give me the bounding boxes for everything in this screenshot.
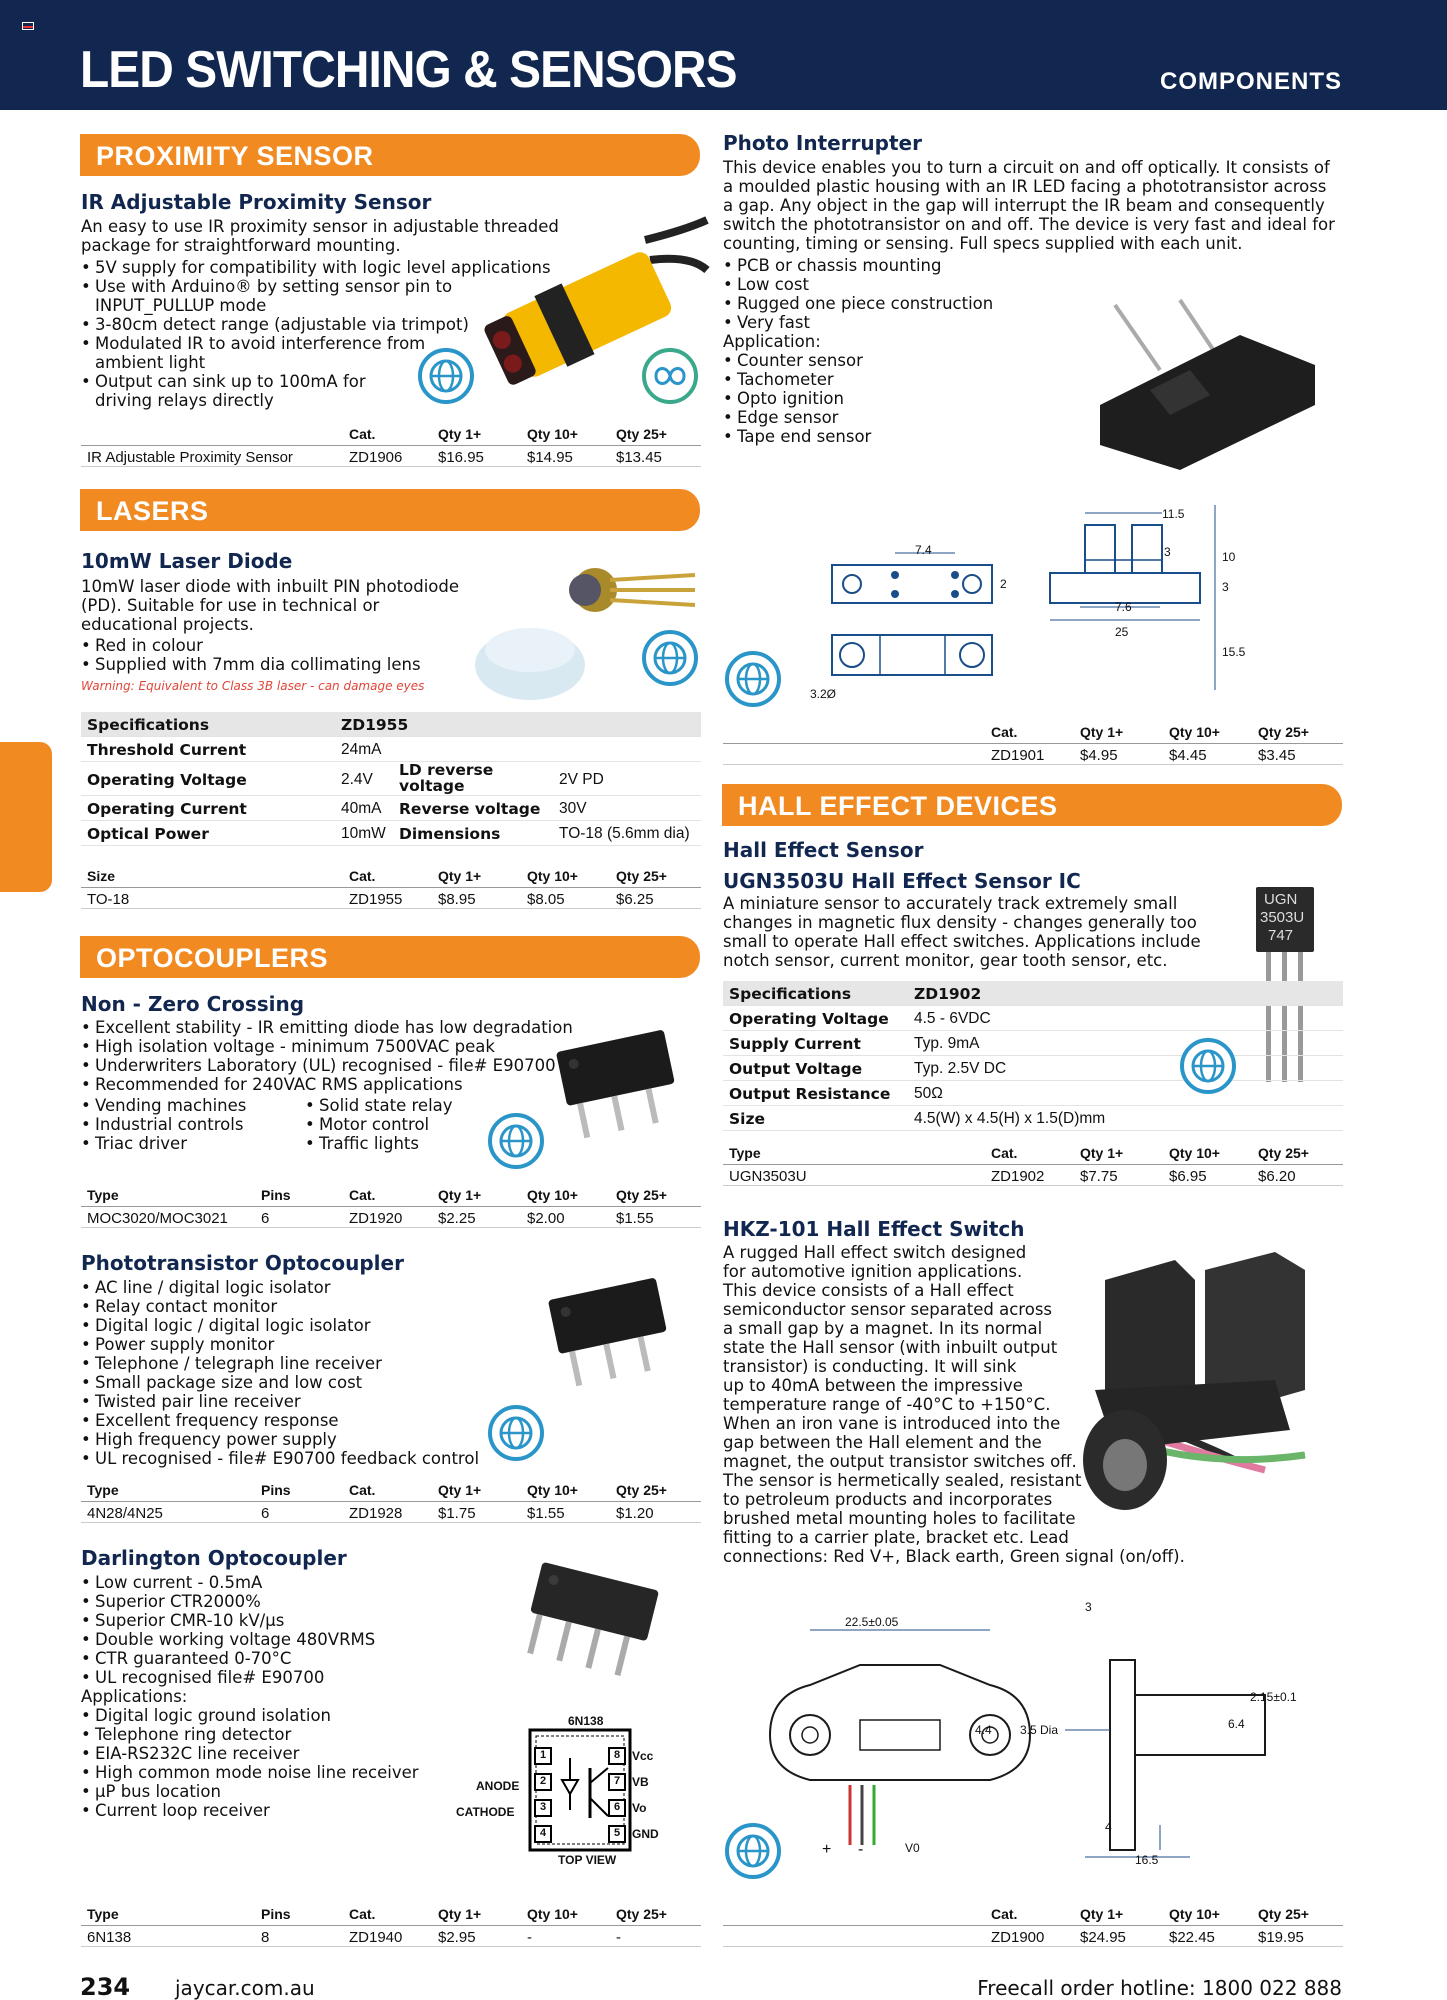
table-row: MOC3020/MOC3021 6 ZD1920 $2.25 $2.00 $1.55 xyxy=(81,1206,701,1228)
price-table: Size Cat. Qty 1+ Qty 10+ Qty 25+ TO-18 ZD1955 $8.95 $8.05 $6.25 xyxy=(81,865,701,909)
dimension-drawing: 22.5±0.05 4.4 3 3.5 Dia 2.15±0.1 6.4 4 16.5 + - V0 xyxy=(750,1595,1310,1870)
table-row: 6N138 8 ZD1940 $2.95 - - xyxy=(81,1925,701,1947)
table-row: IR Adjustable Proximity Sensor ZD1906 $16.95 $14.95 $13.45 xyxy=(81,445,701,467)
globe-icon[interactable] xyxy=(418,348,474,404)
price-table: Cat. Qty 1+ Qty 10+ Qty 25+ IR Adjustable Proximity Sensor ZD1906 $16.95 $14.95 $13.45 xyxy=(81,423,701,467)
page-number: 234 xyxy=(80,1973,131,2000)
flag-icon xyxy=(22,22,34,30)
product-title: IR Adjustable Proximity Sensor xyxy=(81,190,432,214)
product-description: A miniature sensor to accurately track extremely small changes in magnetic flux density - changes generally too small to operate Hall effect switches. Applications include notch sensor, current monitor, gear tooth sensor, etc. xyxy=(723,894,1201,970)
website-link[interactable]: jaycar.com.au xyxy=(175,1976,315,2000)
table-row: ZD1900 $24.95 $22.45 $19.95 xyxy=(723,1925,1343,1947)
optocoupler-chip-image xyxy=(548,1020,688,1140)
dimension-drawing: 7.4 2 3.2Ø 11.5 3 10 7.6 3 25 15.5 xyxy=(810,507,1246,701)
product-description: This device enables you to turn a circuit on and off optically. It consists of a moulded plastic housing with an IR LED facing a phototransistor across a gap. Any object in the gap will interrupt the IR beam and consequently switch the phototransistor on and off. The device is very fast and ideal for counting, timing or sensing. Full specs supplied with each unit. xyxy=(723,158,1335,253)
price-table: Type Cat. Qty 1+ Qty 10+ Qty 25+ UGN3503U ZD1902 $7.75 $6.95 $6.20 xyxy=(723,1142,1343,1186)
spec-table: Specifications ZD1902 Operating Voltage 4.5 - 6VDC Supply Current Typ. 9mA Output Voltage Typ. 2.5V DC Output Resistance 50Ω Size 4.5(W) x 4.5(H) x 1.5(D)mm xyxy=(723,981,1343,1131)
feature-list: • Red in colour • Supplied with 7mm dia collimating lens xyxy=(81,636,421,674)
product-title: 10mW Laser Diode xyxy=(81,549,293,573)
product-title: Hall Effect Sensor xyxy=(723,838,924,862)
globe-icon[interactable] xyxy=(1180,1038,1236,1094)
globe-icon[interactable] xyxy=(725,651,781,707)
section-bar-proximity: PROXIMITY SENSOR xyxy=(80,134,700,176)
hall-sensor-chip-image: UGN 3503U 747 xyxy=(1250,887,1320,1087)
table-row: ZD1901 $4.95 $4.45 $3.45 xyxy=(723,743,1343,765)
globe-icon[interactable] xyxy=(488,1405,544,1461)
application-list: • Vending machines • Industrial controls • Triac driver xyxy=(81,1096,246,1153)
laser-warning: Warning: Equivalent to Class 3B laser - can damage eyes xyxy=(81,679,425,693)
table-row: 4N28/4N25 6 ZD1928 $1.75 $1.55 $1.20 xyxy=(81,1501,701,1523)
table-row: TO-18 ZD1955 $8.95 $8.05 $6.25 xyxy=(81,887,701,909)
section-label: COMPONENTS xyxy=(1159,68,1342,95)
feature-list: • Low current - 0.5mA • Superior CTR2000% • Superior CMR-10 kV/µs • Double working voltage 480VRMS • CTR guaranteed 0-70°C • UL recognised file# E90700 Applications: • Digital logic ground isolation • Telephone ring detector • EIA-RS232C line receiver • High common mode noise line receiver • µP bus location • Current loop receiver xyxy=(81,1573,419,1820)
hotline: Freecall order hotline: 1800 022 888 xyxy=(977,1976,1342,2000)
globe-icon[interactable] xyxy=(488,1113,544,1169)
product-title: HKZ-101 Hall Effect Switch xyxy=(723,1217,1025,1241)
globe-icon[interactable] xyxy=(725,1823,781,1879)
price-table: Type Pins Cat. Qty 1+ Qty 10+ Qty 25+ 4N28/4N25 6 ZD1928 $1.75 $1.55 $1.20 xyxy=(81,1479,701,1523)
product-title: Non - Zero Crossing xyxy=(81,992,305,1016)
page-title: LED SWITCHING & SENSORS xyxy=(80,41,737,99)
feature-list: • Excellent stability - IR emitting diode has low degradation • High isolation voltage - minimum 7500VAC peak • Underwriters Laboratory (UL) recognised - file# E90700 • Recommended for 240VAC RMS applications xyxy=(81,1018,573,1094)
table-row: UGN3503U ZD1902 $7.75 $6.95 $6.20 xyxy=(723,1164,1343,1186)
feature-list: • 5V supply for compatibility with logic level applications • Use with Arduino® by setting sensor pin to INPUT_PULLUP mode • 3-80cm detect range (adjustable via trimpot) • Modulated IR to avoid interference from ambient light • Output can sink up to 100mA for driving relays directly xyxy=(81,258,551,410)
optocoupler-chip-image xyxy=(540,1268,680,1393)
price-table: Type Pins Cat. Qty 1+ Qty 10+ Qty 25+ 6N138 8 ZD1940 $2.95 - - xyxy=(81,1903,701,1947)
product-description: An easy to use IR proximity sensor in adjustable threaded package for straightforward mounting. xyxy=(81,217,559,255)
feature-list: • AC line / digital logic isolator • Relay contact monitor • Digital logic / digital logic isolator • Power supply monitor • Telephone / telegraph line receiver • Small package size and low cost • Twisted pair line receiver • Excellent frequency response • High frequency power supply • UL recognised - file# E90700 feedback control xyxy=(81,1278,479,1468)
spec-table: Specifications ZD1955 Threshold Current 24mA Operating Voltage 2.4V LD reverse voltage 2V PD Operating Current 40mA Reverse voltage 30V Optical Power 10mW Dimensions TO-18 (5.6mm dia) xyxy=(81,712,701,846)
hall-switch-image xyxy=(1075,1240,1315,1530)
photo-interrupter-image xyxy=(1090,295,1320,485)
page-header xyxy=(0,0,1447,110)
price-table: Cat. Qty 1+ Qty 10+ Qty 25+ ZD1900 $24.95 $22.45 $19.95 xyxy=(723,1903,1343,1947)
pinout-diagram: 6N138 ANODE CATHODE 1 2 3 4 8 7 6 5 Vcc VB Vo GND TOP VIEW xyxy=(456,1714,659,1867)
product-description: A rugged Hall effect switch designed for automotive ignition applications. This device consists of a Hall effect semiconductor sensor separated across a small gap by a magnet. In its normal state the Hall sensor (with inbuilt output transistor) is conducting. It will sink up to 40mA between the impressive temperature range of -40°C to +150°C. When an iron vane is introduced into the gap between the Hall element and the magnet, the output transistor switches off. The sensor is hermetically sealed, resistant to petroleum products and incorporates brushed metal mounting holes to facilitate fitting to a carrier plate, bracket etc. Lead connections: Red V+, Black earth, Green signal (on/off). xyxy=(723,1243,1185,1566)
product-title: Darlington Optocoupler xyxy=(81,1546,347,1570)
section-bar-hall-effect: HALL EFFECT DEVICES xyxy=(722,784,1342,826)
product-title: Phototransistor Optocoupler xyxy=(81,1251,404,1275)
section-bar-optocouplers: OPTOCOUPLERS xyxy=(80,936,700,978)
globe-icon[interactable] xyxy=(642,630,698,686)
feature-list: • PCB or chassis mounting • Low cost • Rugged one piece construction • Very fast Application: • Counter sensor • Tachometer • Opto ignition • Edge sensor • Tape end sensor xyxy=(723,256,993,446)
price-table: Type Pins Cat. Qty 1+ Qty 10+ Qty 25+ MOC3020/MOC3021 6 ZD1920 $2.25 $2.00 $1.55 xyxy=(81,1184,701,1228)
arduino-icon xyxy=(642,348,698,404)
product-title: Photo Interrupter xyxy=(723,131,922,155)
product-subtitle: UGN3503U Hall Effect Sensor IC xyxy=(723,869,1081,893)
product-description: 10mW laser diode with inbuilt PIN photodiode (PD). Suitable for use in technical or educational projects. xyxy=(81,577,460,634)
price-table: Cat. Qty 1+ Qty 10+ Qty 25+ ZD1901 $4.95 $4.45 $3.45 xyxy=(723,721,1343,765)
optocoupler-chip-image xyxy=(515,1560,665,1690)
section-bar-lasers: LASERS xyxy=(80,489,700,531)
application-list: • Solid state relay • Motor control • Traffic lights xyxy=(305,1096,453,1153)
side-tab xyxy=(0,742,52,892)
